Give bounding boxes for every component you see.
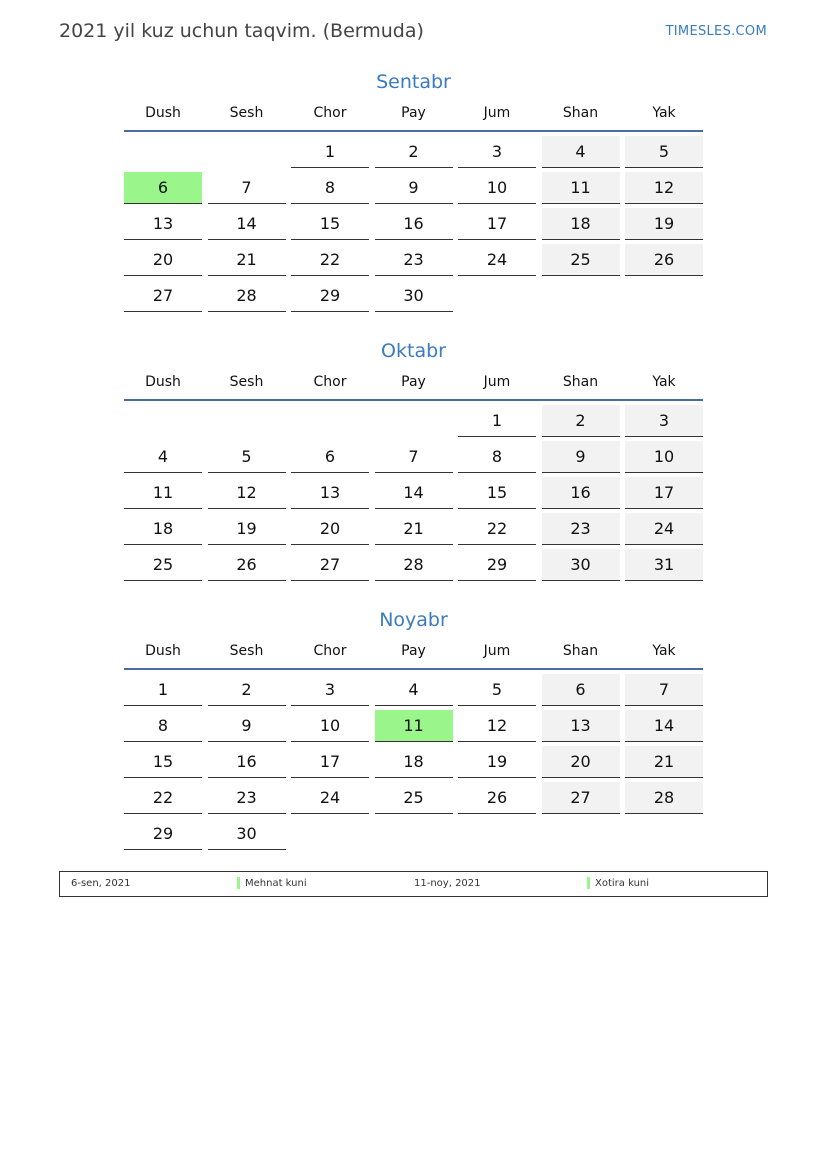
- day-cell: 8: [458, 441, 536, 473]
- empty-cell: [208, 136, 286, 168]
- empty-cell: [542, 818, 620, 850]
- empty-cell: [458, 280, 536, 312]
- holiday-color-mark: [587, 877, 590, 889]
- weekday-label: Pay: [401, 374, 426, 390]
- weekday-label: Shan: [562, 105, 599, 121]
- weekday-label: Dush: [145, 105, 181, 121]
- day-cell: 30: [542, 549, 620, 581]
- day-cell: 13: [291, 477, 369, 509]
- legend-holiday-name: Xotira kuni: [595, 878, 650, 889]
- day-cell: 19: [458, 746, 536, 778]
- day-cell: 15: [458, 477, 536, 509]
- day-cell: 11: [542, 172, 620, 204]
- day-cell: 2: [208, 674, 286, 706]
- empty-cell: [124, 405, 202, 437]
- empty-cell: [291, 405, 369, 437]
- holiday-color-mark: [237, 877, 240, 889]
- day-cell: 18: [542, 208, 620, 240]
- week-row: [124, 172, 703, 204]
- week-row: [124, 477, 703, 509]
- week-row: [124, 674, 703, 706]
- day-cell: 21: [375, 513, 453, 545]
- day-cell: 20: [124, 244, 202, 276]
- day-cell: 29: [291, 280, 369, 312]
- day-cell: 8: [291, 172, 369, 204]
- empty-cell: [375, 405, 453, 437]
- week-row: [124, 441, 703, 473]
- day-cell: 19: [625, 208, 703, 240]
- day-cell: 28: [208, 280, 286, 312]
- month-name: Oktabr: [381, 340, 446, 362]
- day-cell: 8: [124, 710, 202, 742]
- day-cell: 12: [208, 477, 286, 509]
- empty-cell: [542, 280, 620, 312]
- week-row: [124, 818, 703, 850]
- weekday-label: Yak: [652, 374, 676, 390]
- legend-date: 6-sen, 2021: [71, 878, 131, 889]
- month-name: Noyabr: [379, 609, 448, 631]
- day-cell: 3: [291, 674, 369, 706]
- day-cell: 10: [458, 172, 536, 204]
- day-cell: 16: [542, 477, 620, 509]
- empty-cell: [625, 818, 703, 850]
- month-name: Sentabr: [376, 71, 451, 93]
- day-cell: 10: [291, 710, 369, 742]
- day-cell: 23: [542, 513, 620, 545]
- day-cell: 7: [208, 172, 286, 204]
- empty-cell: [375, 818, 453, 850]
- day-cell: 14: [625, 710, 703, 742]
- week-row: [124, 513, 703, 545]
- day-cell: 18: [124, 513, 202, 545]
- day-cell: 4: [124, 441, 202, 473]
- day-cell: 30: [375, 280, 453, 312]
- weekday-header: [124, 365, 703, 401]
- day-cell: 25: [542, 244, 620, 276]
- day-cell: 27: [124, 280, 202, 312]
- weekday-label: Yak: [652, 105, 676, 121]
- weekday-label: Dush: [145, 643, 181, 659]
- empty-cell: [291, 818, 369, 850]
- day-grid: [124, 674, 703, 850]
- day-cell: 5: [208, 441, 286, 473]
- day-cell: 9: [208, 710, 286, 742]
- weekday-label: Shan: [562, 374, 599, 390]
- day-cell: 22: [291, 244, 369, 276]
- weekday-label: Chor: [313, 643, 347, 659]
- day-grid: [124, 405, 703, 581]
- day-cell: 26: [208, 549, 286, 581]
- day-cell: 12: [625, 172, 703, 204]
- day-cell: 23: [208, 782, 286, 814]
- day-cell: 13: [542, 710, 620, 742]
- month-calendar-september: [124, 68, 703, 316]
- weekday-label: Jum: [483, 643, 511, 659]
- week-row: [124, 710, 703, 742]
- day-cell: 11: [124, 477, 202, 509]
- week-row: [124, 136, 703, 168]
- day-cell: 30: [208, 818, 286, 850]
- day-cell: 21: [625, 746, 703, 778]
- day-cell: 16: [208, 746, 286, 778]
- month-calendar-november: [124, 606, 703, 854]
- day-cell: 15: [291, 208, 369, 240]
- day-cell: 9: [375, 172, 453, 204]
- day-cell: 11: [375, 710, 453, 742]
- weekday-label: Sesh: [229, 643, 264, 659]
- day-cell: 9: [542, 441, 620, 473]
- weekday-label: Sesh: [229, 374, 264, 390]
- empty-cell: [625, 280, 703, 312]
- day-cell: 24: [458, 244, 536, 276]
- day-cell: 24: [291, 782, 369, 814]
- day-cell: 25: [124, 549, 202, 581]
- day-cell: 25: [375, 782, 453, 814]
- day-cell: 17: [291, 746, 369, 778]
- day-cell: 2: [542, 405, 620, 437]
- day-cell: 19: [208, 513, 286, 545]
- day-cell: 17: [458, 208, 536, 240]
- weekday-label: Dush: [145, 374, 181, 390]
- weekday-label: Sesh: [229, 105, 264, 121]
- weekday-label: Shan: [562, 643, 599, 659]
- week-row: [124, 746, 703, 778]
- day-cell: 27: [542, 782, 620, 814]
- day-cell: 12: [458, 710, 536, 742]
- day-cell: 15: [124, 746, 202, 778]
- day-cell: 29: [458, 549, 536, 581]
- day-cell: 1: [458, 405, 536, 437]
- weekday-label: Pay: [401, 643, 426, 659]
- day-cell: 28: [625, 782, 703, 814]
- week-row: [124, 280, 703, 312]
- page-title: 2021 yil kuz uchun taqvim. (Bermuda): [59, 20, 424, 42]
- day-cell: 2: [375, 136, 453, 168]
- day-cell: 6: [542, 674, 620, 706]
- day-cell: 5: [458, 674, 536, 706]
- day-cell: 7: [625, 674, 703, 706]
- day-cell: 26: [625, 244, 703, 276]
- day-cell: 4: [542, 136, 620, 168]
- weekday-label: Chor: [313, 374, 347, 390]
- day-cell: 27: [291, 549, 369, 581]
- holiday-legend: [59, 871, 768, 897]
- day-cell: 10: [625, 441, 703, 473]
- legend-date: 11-noy, 2021: [414, 878, 481, 889]
- day-cell: 1: [291, 136, 369, 168]
- day-cell: 20: [291, 513, 369, 545]
- day-cell: 14: [208, 208, 286, 240]
- weekday-label: Jum: [483, 105, 511, 121]
- day-cell: 26: [458, 782, 536, 814]
- week-row: [124, 782, 703, 814]
- day-cell: 7: [375, 441, 453, 473]
- day-cell: 1: [124, 674, 202, 706]
- day-cell: 22: [458, 513, 536, 545]
- day-cell: 31: [625, 549, 703, 581]
- day-cell: 23: [375, 244, 453, 276]
- day-cell: 6: [124, 172, 202, 204]
- empty-cell: [208, 405, 286, 437]
- week-row: [124, 208, 703, 240]
- day-cell: 16: [375, 208, 453, 240]
- weekday-label: Chor: [313, 105, 347, 121]
- day-cell: 29: [124, 818, 202, 850]
- empty-cell: [124, 136, 202, 168]
- day-cell: 20: [542, 746, 620, 778]
- month-calendar-october: [124, 337, 703, 585]
- day-cell: 18: [375, 746, 453, 778]
- week-row: [124, 549, 703, 581]
- weekday-label: Jum: [483, 374, 511, 390]
- site-link[interactable]: TIMESLES.COM: [665, 24, 767, 39]
- day-cell: 24: [625, 513, 703, 545]
- day-cell: 22: [124, 782, 202, 814]
- weekday-label: Yak: [652, 643, 676, 659]
- day-cell: 21: [208, 244, 286, 276]
- week-row: [124, 405, 703, 437]
- day-cell: 17: [625, 477, 703, 509]
- day-cell: 5: [625, 136, 703, 168]
- empty-cell: [458, 818, 536, 850]
- day-cell: 28: [375, 549, 453, 581]
- weekday-label: Pay: [401, 105, 426, 121]
- day-cell: 6: [291, 441, 369, 473]
- day-cell: 14: [375, 477, 453, 509]
- day-cell: 4: [375, 674, 453, 706]
- legend-holiday-name: Mehnat kuni: [245, 878, 307, 889]
- weekday-header: [124, 96, 703, 132]
- week-row: [124, 244, 703, 276]
- day-grid: [124, 136, 703, 312]
- day-cell: 3: [625, 405, 703, 437]
- weekday-header: [124, 634, 703, 670]
- day-cell: 13: [124, 208, 202, 240]
- day-cell: 3: [458, 136, 536, 168]
